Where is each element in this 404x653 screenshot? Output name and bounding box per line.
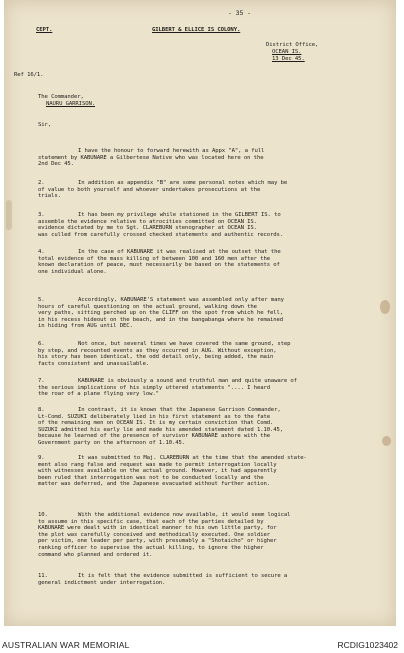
- archive-footer: [0, 636, 404, 653]
- paragraph-number: 5.: [38, 297, 45, 303]
- paragraph-line: matter was deferred, and the Japanese evacuated without further action.: [38, 481, 271, 488]
- paragraph-line: total evidence of the mass killing of between 100 and 160 men after the: [38, 255, 271, 262]
- paragraph-line: very paths, sitting perched up on the CLIFF on the spot from which he fell,: [38, 310, 284, 317]
- paragraph-number: 9.: [38, 455, 45, 461]
- paragraph-line: was culled from carefully crossed checked statements and authentic records.: [38, 231, 284, 238]
- office-line-2: OCEAN IS.: [272, 49, 302, 55]
- paragraph-line: KABUNARE were dealt with in identical manner to his own little party, for: [38, 525, 277, 532]
- paragraph-line: In the case of KABUNARE it was realised at the outset that the: [78, 249, 281, 255]
- paragraph-line: ment also rang false and request was made to permit interrogation locally: [38, 461, 277, 468]
- addressee-line-2: NAURU GARRISON.: [46, 101, 96, 107]
- paragraph-number: 6.: [38, 341, 45, 347]
- paragraph-line: ranking officer to supervise the actual killing, to ignore the higher: [38, 545, 264, 551]
- paragraph-number: 8.: [38, 407, 45, 413]
- paragraph-line: With the additional evidence now available, it would seem logical: [78, 512, 291, 518]
- paragraph-line: statement by KABUNARE a Gilbertese Native who was located here on the: [38, 154, 264, 161]
- paragraph-line: command who planned and ordered it.: [38, 551, 153, 558]
- rust-stain: [380, 300, 390, 314]
- paragraph-line: by step, and recounted events as they occurred in AUG. Without exception,: [38, 347, 277, 354]
- paragraph-line: because he learned of the presence of survivor KABUNARE ashore with the: [38, 433, 271, 440]
- rust-stain: [382, 436, 391, 446]
- paragraph-line: Not once, but several times we have covered the same ground, step: [78, 341, 291, 347]
- paragraph-line: It was submitted to Maj. CLAREBURN at the time that the amended state-: [78, 455, 307, 461]
- salutation: Sir,: [38, 122, 52, 128]
- paragraph-number: 10.: [38, 512, 48, 518]
- paragraph-line: trials.: [38, 193, 61, 200]
- paragraph-line: It has been my privilege while stationed in the GILBERT IS. to: [78, 212, 281, 218]
- paragraph-line: hours of careful questioning on the actual ground, walking down the: [38, 303, 257, 310]
- paragraph-line: his story has been identical, the odd detail only, being added, the main: [38, 354, 274, 361]
- paragraph-number: 2.: [38, 180, 45, 186]
- paragraph-line: assemble the evidence relative to atrocities committed on OCEAN IS.: [38, 218, 257, 225]
- paragraph-line: evidence dictated by me to Sgt. CLAREBURN stenographer at OCEAN IS.: [38, 225, 257, 232]
- paragraph-line: In addition as appendix "B" are some personal notes which may be: [78, 180, 288, 186]
- paragraph-line: in hiding from AUG until DEC.: [38, 323, 133, 330]
- paragraph-number: 4.: [38, 249, 45, 255]
- page-number: - 35 -: [228, 9, 251, 17]
- paragraph-line: KABUNARE is obviously a sound and truthful man and quite unaware of: [78, 378, 297, 384]
- document-page: [4, 0, 396, 626]
- archive-name: AUSTRALIAN WAR MEMORIAL: [2, 640, 130, 650]
- paragraph-line: Government party on the afternoon of 1.10.45.: [38, 440, 186, 446]
- paragraph-number: 11.: [38, 573, 48, 579]
- paragraph-line: the plot was carefully conceived and methodically executed. One soldier: [38, 531, 271, 538]
- paragraph-line: In contrast, it is known that the Japanese Garrison Commander,: [78, 407, 281, 413]
- paragraph-line: Accordingly, KABUNARE'S statement was assembled only after many: [78, 297, 284, 303]
- paragraph-line: to assume in this specific case, that each of the parties detailed by: [38, 518, 264, 525]
- paragraph-line: the roar of a plane flying very low.": [38, 391, 159, 398]
- paragraph-line: Lt-Comd. SUZUKI deliberately lied in his first statement as to the fate: [38, 413, 271, 420]
- edge-stain: [6, 200, 12, 230]
- paragraph-number: 7.: [38, 378, 45, 384]
- paragraph-line: SUZUKI admitted his early lie and made his amended statement dated 1.10.45,: [38, 426, 284, 433]
- paragraph-line: known declaration of peace, must necessarily be based on the statements of: [38, 262, 280, 269]
- paragraph-line: with witnesses available on the actual ground. However, it had apparently: [38, 468, 277, 475]
- addressee-line-1: The Commander,: [38, 94, 84, 100]
- paragraph-line: 2nd Dec 45.: [38, 161, 74, 168]
- office-line-3: 13 Dec 45.: [272, 56, 305, 62]
- paragraph-line: facts consistent and unassailable.: [38, 360, 150, 367]
- paragraph-line: the serious implications of his simply uttered statements ".... I heard: [38, 384, 271, 391]
- paragraph-line: been ruled that interrogation was not to be conducted locally and the: [38, 474, 264, 481]
- paragraph-line: It is felt that the evidence submitted is sufficient to secure a: [78, 573, 288, 579]
- paragraph-line: general indictment under interrogation.: [38, 579, 166, 586]
- archive-id: RCDIG1023402: [337, 640, 398, 650]
- paragraph-line: I have the honour to forward herewith as Appx "A", a full: [78, 148, 265, 154]
- classification: CEPT.: [36, 27, 53, 33]
- paragraph-line: one individual alone.: [38, 268, 107, 275]
- paragraph-line: of the remaining men on OCEAN IS. It is my certain conviction that Comd.: [38, 420, 274, 427]
- paragraph-line: of value to both yourself and whoever undertakes prosecutions at the: [38, 186, 261, 193]
- paragraph-number: 3.: [38, 212, 45, 218]
- paragraph-line: in his recess hideout on the beach, and in the bangabanga where he remained: [38, 316, 284, 323]
- office-line-1: District Office,: [266, 42, 319, 48]
- reference: Ref 16/1.: [14, 72, 44, 78]
- subject-heading: GILBERT & ELLICE IS COLONY.: [152, 27, 241, 33]
- paragraph-line: per victim, one leader per party, with presumably a "Shotaicho" or higher: [38, 538, 277, 545]
